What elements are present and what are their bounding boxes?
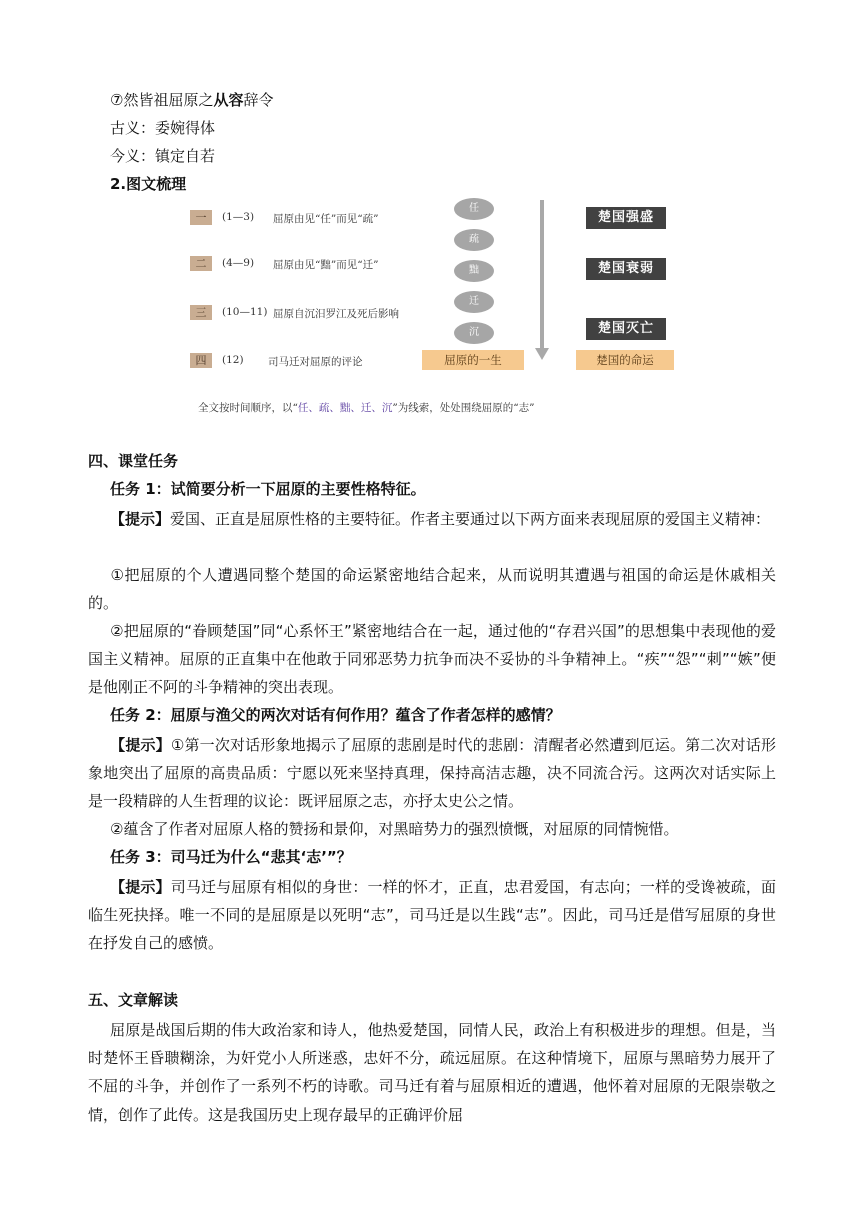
outline-diagram [170,192,690,422]
task-1-point-2-text: ②把屈原的“眷顾楚国”同“心系怀王”紧密地结合在一起，通过他的“存君兴国”的思想集中表现他的爱国主义精神。屈原的正直集中在他敢于同邪恶势力抗争而决不妥协的斗争精神上。“疾”“怨”“刺”“嫉”便是他刚正不阿的斗争精神的突出表现。 [88,622,776,697]
section-5-paragraph [88,1016,776,1129]
jin-yi-line: 今义：镇定自若 [110,147,216,165]
item-7-suffix: 辞令 [243,91,274,109]
task-1-hint-label: 【提示】 [110,510,171,528]
task-3-hint-text: 司马迁与屈原有相似的身世：一样的怀才，正直，忠君爱国，有志向；一样的受谗被疏，面临生死抉择。唯一不同的是屈原是以死明“志”，司马迁是以生践“志”。因此，司马迁是借写屈原的身世在抒发自己的感愤。 [88,878,776,953]
row-4-number: 四 [190,353,212,368]
box-quyuan-life: 屈原的一生 [422,350,524,370]
row-2-number: 二 [190,256,212,271]
task-1-hint [88,505,776,533]
task-2-title: 任务 2：屈原与渔父的两次对话有何作用？蕴含了作者怎样的感情？ [110,706,561,724]
task-2-hint [88,731,776,816]
row-3-range: (10—11) [222,306,268,318]
task-1-title: 任务 1：试简要分析一下屈原的主要性格特征。 [110,480,426,498]
row-1-text: 屈原由见“任”而见“疏” [273,213,379,225]
box-chu-fall: 楚国灭亡 [586,318,666,340]
task-2-point-2 [88,815,776,843]
section-5-title: 五、文章解读 [88,991,179,1009]
task-1-point-1 [88,561,776,617]
row-4-range: (12) [222,354,244,366]
row-3-number: 三 [190,305,212,320]
row-3-text: 屈原自沉汨罗江及死后影响 [273,308,399,320]
task-2-point-2-text: ②蕴含了作者对屈原人格的赞扬和景仰，对黑暗势力的强烈愤慨，对屈原的同情惋惜。 [110,820,679,838]
circle-chu: 黜 [454,260,494,282]
gu-yi-line: 古义：委婉得体 [110,119,216,137]
circle-shu: 疏 [454,229,494,251]
row-1-range: (1—3) [222,211,255,223]
task-1-point-1-text: ①把屈原的个人遭遇同整个楚国的命运紧密地结合起来，从而说明其遭遇与祖国的命运是休戚相关的。 [88,566,776,613]
box-chu-weak: 楚国衰弱 [586,258,666,280]
circle-ren: 任 [454,198,494,220]
row-1-number: 一 [190,210,212,225]
box-chu-strong: 楚国强盛 [586,207,666,229]
task-2-hint-text: ①第一次对话形象地揭示了屈原的悲剧是时代的悲剧：清醒者必然遭到厄运。第二次对话形象地突出了屈原的高贵品质：宁愿以死来坚持真理，保持高洁志趣，决不同流合污。这两次对话实际上是一段精辟的人生哲理的议论：既评屈原之志，亦抒太史公之情。 [88,736,776,811]
timeline-arrow-icon [534,200,550,360]
row-2-range: (4—9) [222,257,255,269]
box-chu-fate: 楚国的命运 [576,350,674,370]
task-1-point-2 [88,617,776,702]
circle-qian: 迁 [454,291,494,313]
row-2-text: 屈原由见“黜”而见“迁” [273,259,379,271]
caption-part-b: ”为线索，处处围绕屈原的“志” [392,402,535,414]
task-1-hint-text: 爱国、正直是屈原性格的主要特征。作者主要通过以下两方面来表现屈原的爱国主义精神： [170,510,771,528]
row-4-text: 司马迁对屈原的评论 [268,356,363,368]
task-3-hint [88,873,776,958]
section-4-title: 四、课堂任务 [88,452,179,470]
task-3-hint-label: 【提示】 [110,878,171,896]
item-7-bold: 从容 [213,91,244,109]
item-7 [110,86,273,114]
caption-highlight: 任、疏、黜、迁、沉 [297,402,393,414]
section-2-title: 2.图文梳理 [110,175,187,193]
item-7-prefix: ⑦然皆祖屈原之 [110,91,214,109]
task-2-hint-label: 【提示】 [110,736,171,754]
circle-chen: 沉 [454,322,494,344]
task-3-title: 任务 3：司马迁为什么“悲其‘志’”？ [110,848,352,866]
section-5-paragraph-text: 屈原是战国后期的伟大政治家和诗人，他热爱楚国，同情人民，政治上有积极进步的理想。但是，当时楚怀王昏聩糊涂，为奸党小人所迷惑，忠奸不分，疏远屈原。在这种情境下，屈原与黑暗势力展开了不屈的斗争，并创作了一系列不朽的诗歌。司马迁有着与屈原相近的遭遇，他怀着对屈原的无限崇敬之情，创作了此传。这是我国历史上现存最早的正确评价屈 [88,1021,776,1124]
diagram-caption [198,400,534,415]
caption-part-a: 全文按时间顺序，以“ [198,402,298,414]
